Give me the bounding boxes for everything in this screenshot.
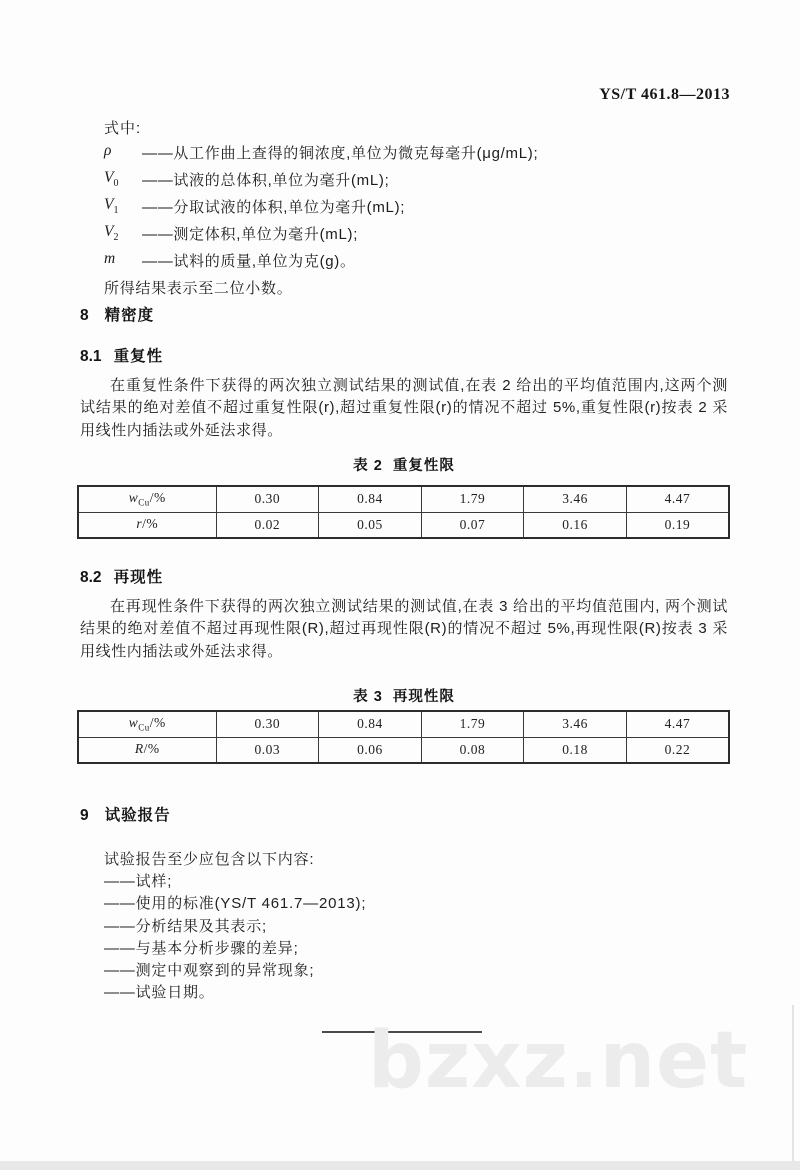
formula-where-block	[104, 119, 538, 299]
value-cell: 4.47	[626, 711, 729, 737]
value-cell: 1.79	[421, 711, 524, 737]
variable-symbol: $V_2$	[104, 223, 119, 244]
value-cell: 1.79	[421, 486, 524, 512]
value-cell: 0.84	[319, 711, 422, 737]
scan-bottom-edge	[0, 1161, 800, 1170]
section-8-heading	[80, 303, 154, 325]
value-cell: 0.19	[626, 512, 729, 538]
reproducibility-paragraph: 在再现性条件下获得的两次独立测试结果的测试值,在表 3 给出的平均值范围内, 两个测试结果的绝对差值不超过再现性限(R),超过再现性限(R)的情况不超过 5%,再现性限(R)按表 3 采用线性内插法或外延法求得。	[80, 598, 728, 660]
variable-row-rho	[104, 139, 538, 166]
variable-symbol: $V_0$	[104, 169, 119, 190]
table-row-wcu	[78, 486, 729, 512]
variable-row-v2	[104, 220, 538, 247]
variable-description: ——试料的质量,单位为克(g)。	[142, 253, 356, 270]
section-9-heading	[80, 803, 171, 825]
value-cell: 0.08	[421, 737, 524, 763]
value-cell: 3.46	[524, 486, 627, 512]
value-cell: 0.06	[319, 737, 422, 763]
report-item: ——测定中观察到的异常现象;	[104, 962, 315, 980]
variable-description: ——分取试液的体积,单位为毫升(mL);	[142, 199, 406, 216]
variable-row-m	[104, 247, 538, 274]
watermark: bzxz.net	[368, 1016, 749, 1106]
value-cell: 0.16	[524, 512, 627, 538]
table-row-wcu	[78, 711, 729, 737]
value-cell: 4.47	[626, 486, 729, 512]
section-title: 再现性	[113, 569, 164, 586]
value-cell: 0.30	[216, 711, 319, 737]
report-intro: 试验报告至少应包含以下内容:	[104, 851, 315, 868]
table-row-R	[78, 737, 729, 763]
R-symbol-cell: R/%	[78, 737, 216, 763]
scan-right-edge	[792, 1005, 794, 1161]
section-8-2-heading	[80, 565, 163, 587]
formula-where-label: 式中:	[104, 120, 142, 137]
section-number: 8.1	[80, 348, 102, 365]
value-cell: 0.84	[319, 486, 422, 512]
report-item: ——分析结果及其表示;	[104, 917, 267, 935]
section-number: 8.2	[80, 569, 102, 586]
test-report-block	[104, 849, 366, 1004]
report-item: ——试验日期。	[104, 984, 215, 1002]
variable-symbol: $V_1$	[104, 196, 119, 217]
report-item: ——使用的标准(YS/T 461.7—2013);	[104, 895, 367, 913]
variable-row-v0	[104, 166, 538, 193]
standard-number: YS/T 461.8—2013	[599, 86, 730, 103]
wcu-symbol-cell: $w_{Cu}/\%$	[78, 486, 216, 512]
table-2-caption: 表 2 重复性限	[353, 458, 455, 474]
value-cell: 0.18	[524, 737, 627, 763]
section-number: 9	[80, 807, 89, 824]
wcu-symbol-cell: $w_{Cu}/\%$	[78, 711, 216, 737]
value-cell: 0.07	[421, 512, 524, 538]
result-precision-note: 所得结果表示至二位小数。	[104, 280, 293, 297]
report-item: ——试样;	[104, 873, 173, 891]
table-row-r	[78, 512, 729, 538]
variable-description: ——测定体积,单位为毫升(mL);	[142, 226, 359, 243]
variable-symbol: m	[104, 250, 116, 268]
section-8-1-heading	[80, 344, 163, 366]
value-cell: 0.30	[216, 486, 319, 512]
variable-description: ——试液的总体积,单位为毫升(mL);	[142, 172, 390, 189]
value-cell: 0.02	[216, 512, 319, 538]
section-number: 8	[80, 307, 89, 324]
value-cell: 3.46	[524, 711, 627, 737]
value-cell: 0.22	[626, 737, 729, 763]
repeatability-paragraph: 在重复性条件下获得的两次独立测试结果的测试值,在表 2 给出的平均值范围内,这两个测试结果的绝对差值不超过重复性限(r),超过重复性限(r)的情况不超过 5%,重复性限(r)按表 2 采用线性内插法或外延法求得。	[80, 377, 728, 439]
r-symbol-cell: r/%	[78, 512, 216, 538]
variable-description: ——从工作曲上查得的铜浓度,单位为微克每毫升(μg/mL);	[142, 145, 539, 162]
table-3-caption: 表 3 再现性限	[353, 689, 455, 705]
section-title: 精密度	[104, 307, 155, 324]
table-2-repeatability-limits	[77, 485, 730, 539]
value-cell: 0.05	[319, 512, 422, 538]
section-title: 重复性	[113, 348, 164, 365]
table-3-reproducibility-limits	[77, 710, 730, 764]
report-item: ——与基本分析步骤的差异;	[104, 939, 299, 957]
variable-symbol: ρ	[104, 142, 112, 160]
value-cell: 0.03	[216, 737, 319, 763]
section-title: 试验报告	[104, 807, 171, 824]
variable-row-v1	[104, 193, 538, 220]
